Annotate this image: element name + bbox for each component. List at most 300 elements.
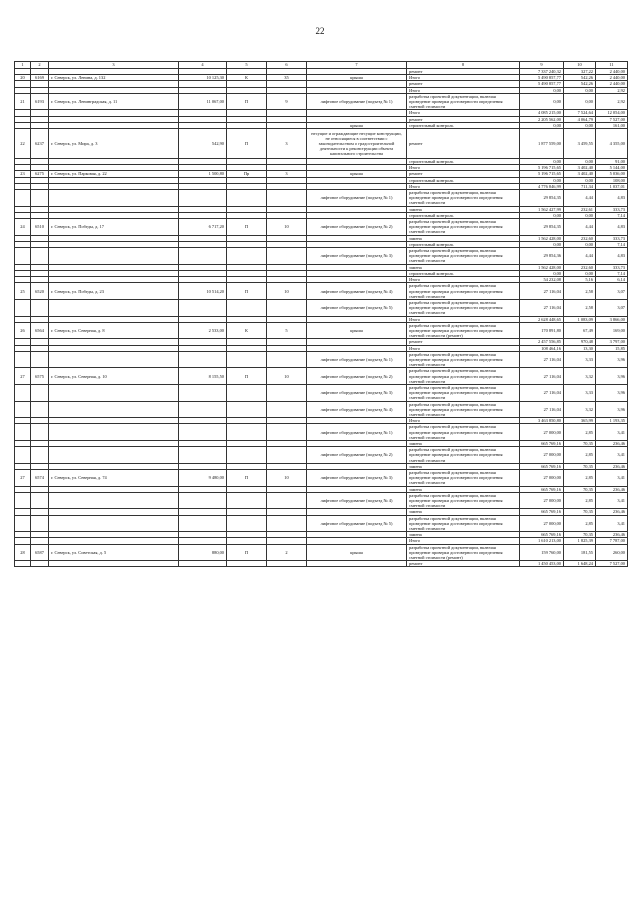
cell-address-code xyxy=(31,515,49,532)
table-row xyxy=(15,515,628,532)
cell-cost: 7 337 240,32 xyxy=(520,69,564,75)
cell-material xyxy=(227,248,267,265)
cell-cost-per-m2: 70,35 xyxy=(564,463,596,469)
cell-work-type: Итого xyxy=(407,345,520,351)
col-header-5: 5 xyxy=(227,62,267,69)
cell-area xyxy=(179,384,227,401)
cell-work-type: разработка проектной документации, включая проведение проверки достоверности определения сметной стоимости xyxy=(407,219,520,236)
cell-row-no: 24 xyxy=(15,219,31,236)
cell-work-type: замена xyxy=(407,463,520,469)
cell-cost: 665 769,16 xyxy=(520,463,564,469)
cell-cost-per-m2: 0,00 xyxy=(564,159,596,165)
cell-floors: 3 xyxy=(267,171,307,177)
cell-area: 10 125,30 xyxy=(179,75,227,81)
cell-address xyxy=(49,190,179,207)
cell-cost-per-m2: 3 402,40 xyxy=(564,171,596,177)
cell-cost-per-m2: 232,60 xyxy=(564,235,596,241)
cell-element: лифтовое оборудование (подъезд № 3) xyxy=(307,248,407,265)
cell-material: П xyxy=(227,93,267,110)
cell-work-type: ремонт xyxy=(407,81,520,87)
cell-material: П xyxy=(227,470,267,487)
cell-row-no: 21 xyxy=(15,93,31,110)
cell-address-code xyxy=(31,190,49,207)
cell-work-type: замена xyxy=(407,235,520,241)
cell-element: лифтовое оборудование (подъезд № 2) xyxy=(307,447,407,464)
cell-row-no xyxy=(15,515,31,532)
cell-cost: 27 000,00 xyxy=(520,447,564,464)
cell-element: крыша xyxy=(307,322,407,339)
cell-cost: 0,00 xyxy=(520,241,564,247)
cell-work-type: Итого xyxy=(407,75,520,81)
cell-address: г. Северск, ул. Северная, д. 10 xyxy=(49,368,179,385)
col-header-11: 11 xyxy=(596,62,628,69)
col-header-9: 9 xyxy=(520,62,564,69)
cell-work-type: разработка проектной документации, включая проведение проверки достоверности определения сметной стоимости xyxy=(407,368,520,385)
table-row xyxy=(15,424,628,441)
table-row xyxy=(15,93,628,110)
cell-address-code: 6275 xyxy=(31,171,49,177)
cell-address-code: 6587 xyxy=(31,544,49,561)
cell-limit-per-m2: 4,83 xyxy=(596,248,628,265)
cell-address: г. Северск, ул. Ленина, д. 132 xyxy=(49,75,179,81)
cell-address: г. Северск, ул. Ленинградская, д. 11 xyxy=(49,93,179,110)
cell-limit-per-m2: 2 440,00 xyxy=(596,81,628,87)
cell-limit-per-m2: 3,07 xyxy=(596,299,628,316)
cell-address: г. Северск, ул. Победы, д. 17 xyxy=(49,219,179,236)
cell-material xyxy=(227,351,267,368)
cell-cost-per-m2: 70,35 xyxy=(564,509,596,515)
cell-area: 1 500,80 xyxy=(179,171,227,177)
cell-cost-per-m2: 0,00 xyxy=(564,241,596,247)
cell-cost-per-m2: 0,00 xyxy=(564,93,596,110)
cell-limit-per-m2: 236,46 xyxy=(596,486,628,492)
cell-cost: 54 232,08 xyxy=(520,277,564,283)
cell-work-type: замена xyxy=(407,509,520,515)
cell-material xyxy=(227,384,267,401)
cell-cost-per-m2: 7 524,64 xyxy=(564,110,596,116)
cell-element: лифтовое оборудование (подъезд № 2) xyxy=(307,368,407,385)
cell-area: 10 514,20 xyxy=(179,283,227,300)
cell-address-code: 6574 xyxy=(31,470,49,487)
cell-work-type: разработка проектной документации, включая проведение проверки достоверности определения сметной стоимости xyxy=(407,283,520,300)
cell-address: г. Северск, ул. Победы, д. 23 xyxy=(49,283,179,300)
table-row xyxy=(15,384,628,401)
cell-work-type: ремонт xyxy=(407,129,520,159)
cell-cost-per-m2: 181,55 xyxy=(564,544,596,561)
cell-limit-per-m2: 333,73 xyxy=(596,264,628,270)
cell-work-type: Итого xyxy=(407,110,520,116)
cell-cost: 665 769,16 xyxy=(520,440,564,446)
col-header-7: 7 xyxy=(307,62,407,69)
cell-material xyxy=(227,447,267,464)
cell-area: 542,90 xyxy=(179,129,227,159)
cell-limit-per-m2: 3,96 xyxy=(596,351,628,368)
cell-material: П xyxy=(227,129,267,159)
cell-floors xyxy=(267,384,307,401)
cell-cost-per-m2: 1 648,24 xyxy=(564,561,596,567)
cell-row-no xyxy=(15,561,31,567)
cell-area xyxy=(179,401,227,418)
cell-row-no xyxy=(15,424,31,441)
cell-cost: 3 463 850,80 xyxy=(520,418,564,424)
cell-cost: 2 205 562,00 xyxy=(520,116,564,122)
cell-address xyxy=(49,424,179,441)
cell-material xyxy=(227,561,267,567)
cell-material: П xyxy=(227,368,267,385)
cell-work-type: разработка проектной документации, включая проведение проверки достоверности определения сметной стоимости xyxy=(407,384,520,401)
cell-row-no: 27 xyxy=(15,368,31,385)
cell-cost-per-m2: 327,22 xyxy=(564,69,596,75)
cell-work-type: замена xyxy=(407,264,520,270)
cell-cost: 29 854,36 xyxy=(520,248,564,265)
cell-work-type: Итого xyxy=(407,316,520,322)
cell-cost: 27 000,00 xyxy=(520,492,564,509)
cell-limit-per-m2: 236,46 xyxy=(596,463,628,469)
cell-address xyxy=(49,492,179,509)
cell-cost-per-m2: 4 064,79 xyxy=(564,116,596,122)
table-row xyxy=(15,401,628,418)
cell-area: 11 067,00 xyxy=(179,93,227,110)
cell-material: П xyxy=(227,544,267,561)
cell-limit-per-m2: 236,46 xyxy=(596,440,628,446)
cell-address-code xyxy=(31,401,49,418)
table-body xyxy=(15,62,628,567)
cell-cost-per-m2: 4,44 xyxy=(564,190,596,207)
cell-floors xyxy=(267,492,307,509)
cell-floors: 10 xyxy=(267,368,307,385)
cell-area: 8 155,50 xyxy=(179,368,227,385)
cell-element: крыша xyxy=(307,122,407,128)
cell-address xyxy=(49,447,179,464)
cell-cost-per-m2: 232,60 xyxy=(564,264,596,270)
cell-work-type: строительный контроль xyxy=(407,270,520,276)
cell-limit-per-m2: 3,96 xyxy=(596,384,628,401)
table-row xyxy=(15,544,628,561)
cell-area xyxy=(179,561,227,567)
cell-limit-per-m2: 2,92 xyxy=(596,87,628,93)
cell-cost-per-m2: 70,35 xyxy=(564,440,596,446)
cell-material xyxy=(227,401,267,418)
cell-work-type: замена xyxy=(407,486,520,492)
cell-work-type: замена xyxy=(407,440,520,446)
cell-limit-per-m2: 2,92 xyxy=(596,93,628,110)
cell-element: лифтовое оборудование (подъезд № 4) xyxy=(307,492,407,509)
cell-cost: 1 562 427,99 xyxy=(520,206,564,212)
cell-row-no xyxy=(15,299,31,316)
cell-cost-per-m2: 0,00 xyxy=(564,177,596,183)
cell-work-type: разработка проектной документации, включая проведение проверки достоверности определения сметной стоимости xyxy=(407,424,520,441)
capital-repair-table xyxy=(14,61,628,567)
cell-work-type: Итого xyxy=(407,87,520,93)
cell-cost: 27 116,04 xyxy=(520,283,564,300)
cell-cost: 0,00 xyxy=(520,159,564,165)
cell-cost-per-m2: 2,85 xyxy=(564,424,596,441)
cell-floors: 10 xyxy=(267,283,307,300)
cell-cost-per-m2: 2,85 xyxy=(564,515,596,532)
cell-work-type: разработка проектной документации, включая проведение проверки достоверности определения сметной стоимости xyxy=(407,299,520,316)
column-number-row xyxy=(15,62,628,69)
cell-floors: 5 xyxy=(267,322,307,339)
cell-element xyxy=(307,561,407,567)
cell-address xyxy=(49,248,179,265)
cell-floors: 35 xyxy=(267,75,307,81)
page-number: 22 xyxy=(315,26,325,36)
cell-limit-per-m2: 3,41 xyxy=(596,424,628,441)
cell-work-type: разработка проектной документации, включая проведение проверки достоверности определения сметной стоимости xyxy=(407,492,520,509)
cell-cost: 27 116,04 xyxy=(520,351,564,368)
cell-area xyxy=(179,447,227,464)
cell-row-no xyxy=(15,248,31,265)
cell-cost: 170 891,80 xyxy=(520,322,564,339)
cell-area xyxy=(179,351,227,368)
cell-cost-per-m2: 70,35 xyxy=(564,486,596,492)
cell-cost: 27 000,00 xyxy=(520,515,564,532)
cell-cost-per-m2: 70,35 xyxy=(564,532,596,538)
cell-row-no: 20 xyxy=(15,75,31,81)
cell-cost: 27 116,04 xyxy=(520,401,564,418)
cell-row-no: 26 xyxy=(15,322,31,339)
cell-work-type: разработка проектной документации, включая проведение проверки достоверности определения сметной стоимости xyxy=(407,515,520,532)
cell-cost-per-m2: 0,00 xyxy=(564,87,596,93)
cell-row-no xyxy=(15,492,31,509)
cell-cost-per-m2: 1 825,39 xyxy=(564,538,596,544)
cell-address xyxy=(49,351,179,368)
cell-row-no: 22 xyxy=(15,129,31,159)
cell-element: лифтовое оборудование (подъезд № 5) xyxy=(307,515,407,532)
cell-material: П xyxy=(227,283,267,300)
cell-address: г. Северск, ул. Северная, д. 8 xyxy=(49,322,179,339)
cell-work-type: строительный контроль xyxy=(407,241,520,247)
cell-cost-per-m2: 2,85 xyxy=(564,492,596,509)
cell-element: лифтовое оборудование (подъезд № 1) xyxy=(307,351,407,368)
cell-floors xyxy=(267,248,307,265)
cell-limit-per-m2: 3,41 xyxy=(596,492,628,509)
cell-cost: 1 450 453,00 xyxy=(520,561,564,567)
cell-row-no: 25 xyxy=(15,283,31,300)
cell-address-code: 6510 xyxy=(31,219,49,236)
cell-limit-per-m2: 7 527,00 xyxy=(596,561,628,567)
cell-cost-per-m2: 0,00 xyxy=(564,270,596,276)
cell-element: несущие и ограждающие несущие конструкции, не относящиеся в соответствии с законодательством о градостроительной деятельности к реконструкции объекта капитального строительства xyxy=(307,129,407,159)
table-row xyxy=(15,129,628,159)
cell-limit-per-m2: 169,00 xyxy=(596,322,628,339)
cell-floors: 10 xyxy=(267,470,307,487)
cell-cost: 5 490 857,77 xyxy=(520,75,564,81)
cell-cost: 0,00 xyxy=(520,87,564,93)
cell-cost-per-m2: 542,26 xyxy=(564,75,596,81)
cell-area: 2 533,00 xyxy=(179,322,227,339)
cell-limit-per-m2: 5 036,00 xyxy=(596,171,628,177)
cell-address-code xyxy=(31,492,49,509)
cell-work-type: разработка проектной документации, включая проведение проверки достоверности определения сметной стоимости xyxy=(407,447,520,464)
cell-limit-per-m2: 3 797,00 xyxy=(596,339,628,345)
cell-work-type: замена xyxy=(407,532,520,538)
cell-element: лифтовое оборудование (подъезд № 2) xyxy=(307,219,407,236)
cell-address: г. Северск, ул. Советская, д. 5 xyxy=(49,544,179,561)
cell-limit-per-m2: 1 193,35 xyxy=(596,418,628,424)
cell-address-code: 6575 xyxy=(31,368,49,385)
col-header-3: 3 xyxy=(49,62,179,69)
cell-cost-per-m2: 970,48 xyxy=(564,339,596,345)
cell-work-type: Итого xyxy=(407,183,520,189)
cell-cost-per-m2: 2,58 xyxy=(564,283,596,300)
cell-row-no: 23 xyxy=(15,171,31,177)
cell-cost: 27 116,04 xyxy=(520,368,564,385)
cell-limit-per-m2: 4,83 xyxy=(596,219,628,236)
cell-limit-per-m2: 3,41 xyxy=(596,470,628,487)
cell-limit-per-m2: 3,96 xyxy=(596,368,628,385)
cell-address xyxy=(49,515,179,532)
cell-area xyxy=(179,492,227,509)
cell-limit-per-m2: 3,41 xyxy=(596,447,628,464)
cell-floors xyxy=(267,447,307,464)
cell-area xyxy=(179,248,227,265)
cell-cost-per-m2: 5,16 xyxy=(564,277,596,283)
cell-address: г. Северск, ул. Мира, д. 3 xyxy=(49,129,179,159)
cell-material: К xyxy=(227,75,267,81)
cell-address-code xyxy=(31,248,49,265)
cell-work-type: разработка проектной документации, включая проведение проверки достоверности определения сметной стоимости xyxy=(407,248,520,265)
cell-cost: 1 562 428,00 xyxy=(520,264,564,270)
cell-limit-per-m2: 7,14 xyxy=(596,212,628,218)
cell-work-type: Итого xyxy=(407,538,520,544)
cell-cost-per-m2: 365,99 xyxy=(564,418,596,424)
cell-element: лифтовое оборудование (подъезд № 1) xyxy=(307,93,407,110)
cell-address-code: 6237 xyxy=(31,129,49,159)
cell-limit-per-m2: 4,83 xyxy=(596,190,628,207)
cell-cost: 665 769,16 xyxy=(520,532,564,538)
cell-row-no xyxy=(15,351,31,368)
cell-material xyxy=(227,515,267,532)
cell-work-type: замена xyxy=(407,206,520,212)
cell-work-type: строительный контроль xyxy=(407,122,520,128)
cell-work-type: строительный контроль xyxy=(407,159,520,165)
cell-limit-per-m2: 3,41 xyxy=(596,515,628,532)
cell-floors xyxy=(267,401,307,418)
cell-limit-per-m2: 7,14 xyxy=(596,241,628,247)
cell-limit-per-m2: 2 440,00 xyxy=(596,75,628,81)
cell-address: г. Северск, ул. Парковая, д. 22 xyxy=(49,171,179,177)
cell-element: лифтовое оборудование (подъезд № 1) xyxy=(307,424,407,441)
cell-work-type: разработка проектной документации, включая проведение проверки достоверности определения сметной стоимости xyxy=(407,351,520,368)
cell-cost-per-m2: 3 459,55 xyxy=(564,129,596,159)
cell-cost-per-m2: 4,44 xyxy=(564,248,596,265)
cell-work-type: разработка проектной документации, включая проведение проверки достоверности определения сметной стоимости xyxy=(407,401,520,418)
col-header-10: 10 xyxy=(564,62,596,69)
cell-cost-per-m2: 67,49 xyxy=(564,322,596,339)
cell-cost-per-m2: 0,00 xyxy=(564,212,596,218)
col-header-8: 8 xyxy=(407,62,520,69)
cell-address-code xyxy=(31,561,49,567)
cell-work-type: разработка проектной документации, включая проведение проверки достоверности определения сметной стоимости xyxy=(407,93,520,110)
cell-cost: 1 610 213,00 xyxy=(520,538,564,544)
cell-cost-per-m2: 4,44 xyxy=(564,219,596,236)
cell-limit-per-m2: 7 787,00 xyxy=(596,538,628,544)
cell-row-no xyxy=(15,384,31,401)
cell-address-code xyxy=(31,447,49,464)
cell-address-code xyxy=(31,424,49,441)
cell-area: 6 717,20 xyxy=(179,219,227,236)
cell-limit-per-m2: 3,07 xyxy=(596,283,628,300)
cell-work-type: ремонт xyxy=(407,171,520,177)
cell-cost: 4 085 215,00 xyxy=(520,110,564,116)
cell-work-type: ремонт xyxy=(407,69,520,75)
cell-limit-per-m2: 1 037,01 xyxy=(596,183,628,189)
cell-cost-per-m2: 3,32 xyxy=(564,401,596,418)
cell-cost: 0,00 xyxy=(520,177,564,183)
cell-limit-per-m2: 2 440,00 xyxy=(596,69,628,75)
cell-address-code: 6193 xyxy=(31,93,49,110)
cell-cost-per-m2: 1 083,09 xyxy=(564,316,596,322)
cell-limit-per-m2: 108,00 xyxy=(596,177,628,183)
cell-work-type: ремонт xyxy=(407,561,520,567)
cell-address xyxy=(49,299,179,316)
table-row xyxy=(15,368,628,385)
cell-limit-per-m2: 236,46 xyxy=(596,509,628,515)
cell-address-code xyxy=(31,384,49,401)
cell-floors: 10 xyxy=(267,219,307,236)
cell-cost: 5 196 715,65 xyxy=(520,171,564,177)
cell-element: лифтовое оборудование (подъезд № 3) xyxy=(307,384,407,401)
cell-address-code: 6520 xyxy=(31,283,49,300)
table-row xyxy=(15,447,628,464)
cell-limit-per-m2: 7,14 xyxy=(596,270,628,276)
table-row xyxy=(15,470,628,487)
table-row xyxy=(15,351,628,368)
cell-limit-per-m2: 260,00 xyxy=(596,544,628,561)
cell-floors xyxy=(267,299,307,316)
cell-cost-per-m2: 3,33 xyxy=(564,351,596,368)
cell-work-type: ремонт xyxy=(407,339,520,345)
cell-cost: 2 628 448,65 xyxy=(520,316,564,322)
cell-material xyxy=(227,492,267,509)
cell-element: лифтовое оборудование (подъезд № 1) xyxy=(307,190,407,207)
cell-address-code: 6169 xyxy=(31,75,49,81)
cell-row-no xyxy=(15,190,31,207)
table-row xyxy=(15,219,628,236)
cell-work-type: Итого xyxy=(407,277,520,283)
cell-floors xyxy=(267,561,307,567)
cell-work-type: разработка проектной документации, включая проведение проверки достоверности определения сметной стоимости (ремонт) xyxy=(407,322,520,339)
cell-floors xyxy=(267,190,307,207)
cell-work-type: строительный контроль xyxy=(407,212,520,218)
cell-cost: 27 116,04 xyxy=(520,299,564,316)
cell-cost: 29 854,35 xyxy=(520,190,564,207)
table-row xyxy=(15,561,628,567)
table-row xyxy=(15,190,628,207)
cell-floors xyxy=(267,515,307,532)
cell-limit-per-m2: 7 527,00 xyxy=(596,116,628,122)
cell-cost: 4 776 846,99 xyxy=(520,183,564,189)
table-row xyxy=(15,492,628,509)
cell-cost: 159 760,00 xyxy=(520,544,564,561)
cell-limit-per-m2: 161,00 xyxy=(596,122,628,128)
cell-limit-per-m2: 236,46 xyxy=(596,532,628,538)
cell-element: крыша xyxy=(307,171,407,177)
cell-cost-per-m2: 2,85 xyxy=(564,447,596,464)
cell-limit-per-m2: 12 054,00 xyxy=(596,110,628,116)
cell-address: г. Северск, ул. Северная, д. 74 xyxy=(49,470,179,487)
cell-limit-per-m2: 3 866,00 xyxy=(596,316,628,322)
cell-cost: 0,00 xyxy=(520,93,564,110)
cell-floors xyxy=(267,351,307,368)
table-row xyxy=(15,299,628,316)
cell-cost-per-m2: 2,85 xyxy=(564,470,596,487)
cell-cost: 665 769,16 xyxy=(520,509,564,515)
cell-cost-per-m2: 232,61 xyxy=(564,206,596,212)
cell-floors: 9 xyxy=(267,93,307,110)
cell-cost: 27 000,00 xyxy=(520,424,564,441)
